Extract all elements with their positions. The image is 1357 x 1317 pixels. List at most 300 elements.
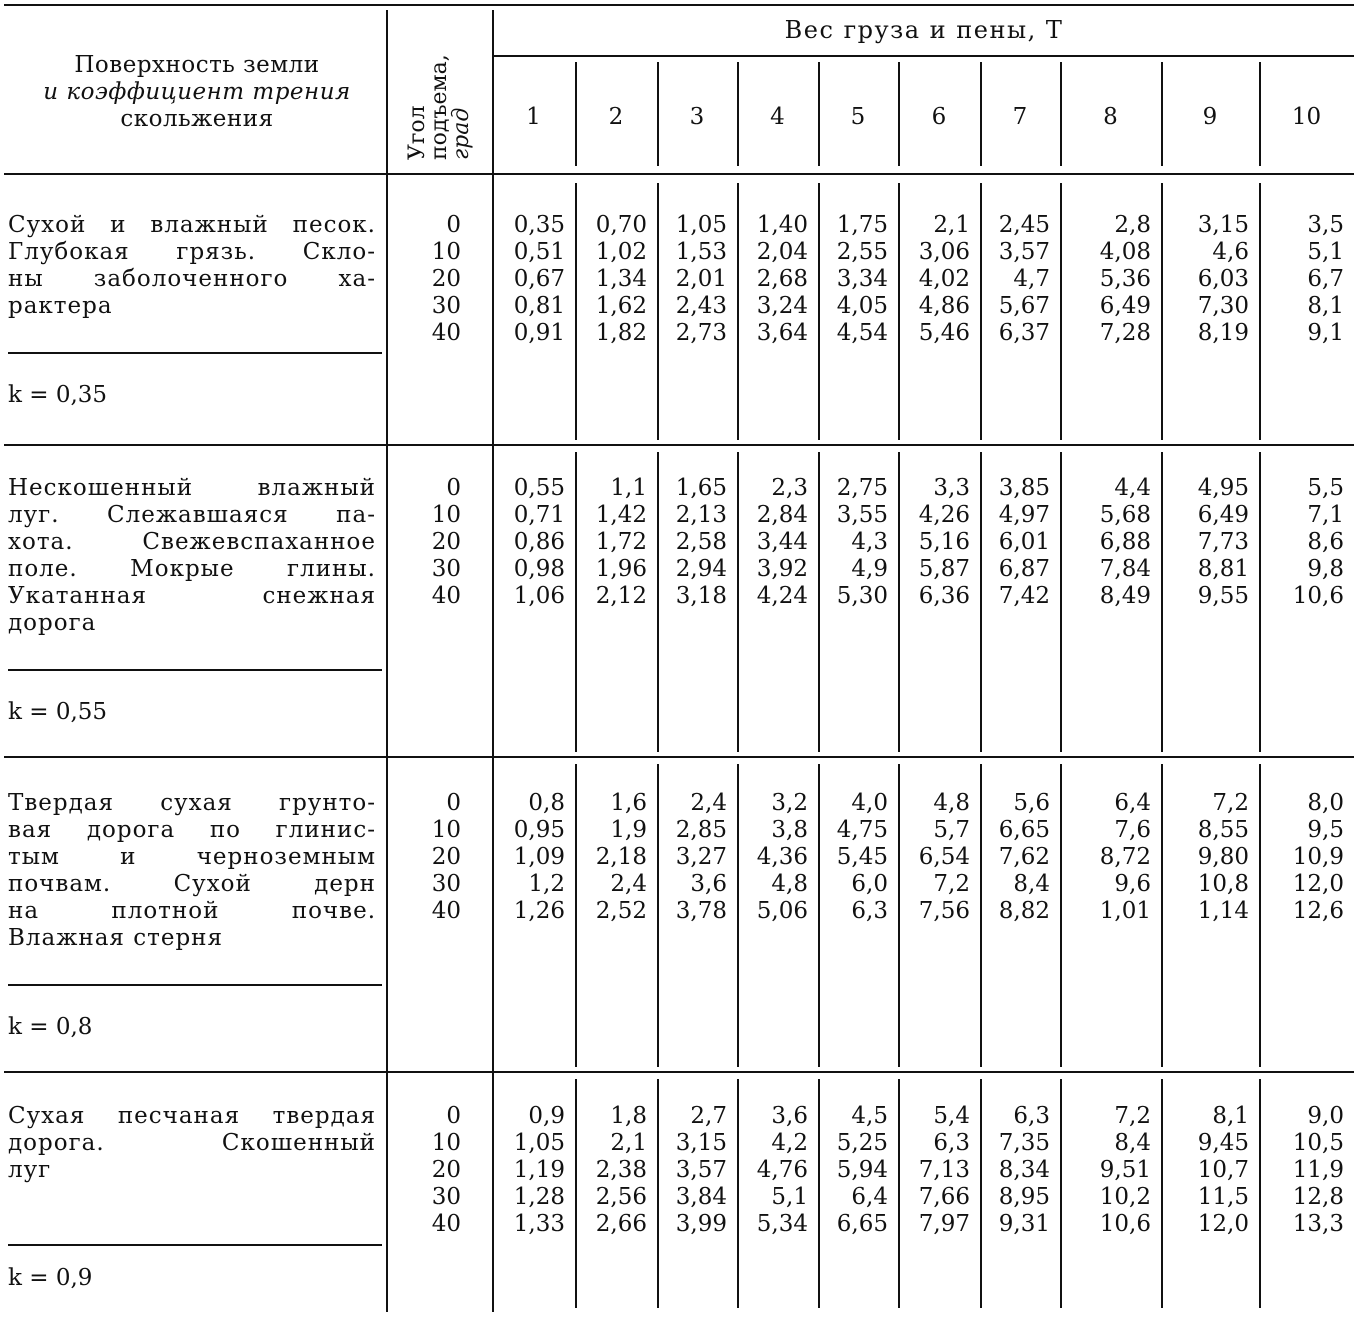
angle-value: 0 [446,1103,461,1129]
surface-description-line: Глубокая грязь. Скло- [8,239,376,265]
weight-value: 10,5 [1292,1130,1344,1156]
weight-column-number: 3 [689,104,705,130]
surface-description-line: рактера [8,293,113,319]
weight-value: 6,4 [1114,790,1151,816]
weight-value: 10,7 [1197,1157,1249,1183]
angle-value: 20 [431,266,461,292]
weight-value: 0,71 [513,502,565,528]
weight-value: 6,4 [851,1184,888,1210]
k-rule [8,984,382,986]
weight-value-column [1165,1103,1249,1238]
weight-value: 0,9 [528,1103,565,1129]
weight-col-header-rule [1259,62,1261,166]
surface-description [8,790,376,952]
weight-value: 5,5 [1307,475,1344,501]
weight-col-rule [980,183,982,440]
weight-col-header-rule [818,62,820,166]
weight-value: 8,81 [1197,556,1249,582]
weight-value: 2,4 [690,790,727,816]
weight-value: 1,42 [595,502,647,528]
weight-value: 6,36 [918,583,970,609]
weight-col-header-rule [657,62,659,166]
weight-value-column [661,475,727,610]
weight-value: 4,97 [998,502,1050,528]
weight-col-rule [818,452,820,752]
weight-value: 3,5 [1307,212,1344,238]
weight-value: 12,6 [1292,898,1344,924]
weight-value: 9,80 [1197,844,1249,870]
weight-value: 4,9 [851,556,888,582]
weight-col-rule [737,452,739,752]
weight-value: 10,9 [1292,844,1344,870]
weight-value: 11,5 [1197,1184,1249,1210]
surface-header-line: скольжения [120,106,274,132]
weight-value: 9,5 [1307,817,1344,843]
weight-col-rule [1161,1079,1163,1308]
weight-value-column [1263,1103,1344,1238]
weight-value: 13,3 [1292,1211,1344,1237]
weight-value: 4,8 [933,790,970,816]
weight-value: 3,6 [771,1103,808,1129]
weight-value: 4,6 [1212,239,1249,265]
weight-value: 10,6 [1099,1211,1151,1237]
weight-col-rule [898,1079,900,1308]
friction-coefficient: k = 0,35 [8,382,108,408]
weight-value: 3,57 [998,239,1050,265]
angle-value: 40 [431,1211,461,1237]
weight-col-rule [898,764,900,1067]
weight-value: 7,2 [933,871,970,897]
weight-column-number: 9 [1202,104,1218,130]
weight-value: 11,9 [1292,1157,1344,1183]
weight-value: 7,2 [1212,790,1249,816]
weight-value: 1,33 [513,1211,565,1237]
group-rule [4,756,1354,758]
weight-col-rule [818,764,820,1067]
weight-value: 4,08 [1099,239,1151,265]
weight-value: 1,96 [595,556,647,582]
weight-col-rule [1060,1079,1062,1308]
surface-description-line: Твердая сухая грунто- [8,790,376,816]
weight-col-rule [575,452,577,752]
weight-value: 1,1 [610,475,647,501]
weight-value: 0,95 [513,817,565,843]
group-rule [4,444,1354,446]
weight-value: 3,2 [771,790,808,816]
weight-value-column [579,1103,647,1238]
weight-value-column [822,790,888,925]
weight-value: 0,35 [513,212,565,238]
weight-value: 8,4 [1013,871,1050,897]
weight-value: 4,36 [756,844,808,870]
weight-value: 6,7 [1307,266,1344,292]
weight-col-rule [737,764,739,1067]
weight-value: 3,27 [675,844,727,870]
weight-value: 1,02 [595,239,647,265]
weight-value: 5,1 [1307,239,1344,265]
angle-value: 0 [446,790,461,816]
angle-values [405,1103,461,1238]
weight-value: 3,57 [675,1157,727,1183]
weight-col-header-rule [980,62,982,166]
weight-col-rule [980,764,982,1067]
weight-value: 3,3 [933,475,970,501]
weight-value: 3,44 [756,529,808,555]
angle-value: 0 [446,475,461,501]
weight-value: 4,05 [836,293,888,319]
weight-value: 1,09 [513,844,565,870]
angle-col-left-rule [386,10,388,1312]
weight-value: 3,55 [836,502,888,528]
weight-col-rule [1060,764,1062,1067]
weight-value: 7,6 [1114,817,1151,843]
weight-value: 2,43 [675,293,727,319]
weight-value: 4,0 [851,790,888,816]
angle-values [405,212,461,347]
angle-value: 20 [431,529,461,555]
weight-value: 1,19 [513,1157,565,1183]
weight-value: 5,45 [836,844,888,870]
weight-value: 3,85 [998,475,1050,501]
weight-value: 2,55 [836,239,888,265]
weight-value: 9,55 [1197,583,1249,609]
weight-value: 6,65 [836,1211,888,1237]
weight-value: 7,66 [918,1184,970,1210]
weight-value: 8,1 [1307,293,1344,319]
weight-value-column [1165,212,1249,347]
weight-value: 7,84 [1099,556,1151,582]
weight-value: 1,05 [675,212,727,238]
angle-value: 10 [431,1130,461,1156]
weight-value-column [496,212,565,347]
weight-value: 6,3 [933,1130,970,1156]
weight-value: 2,52 [595,898,647,924]
weight-value: 2,3 [771,475,808,501]
weight-value: 6,87 [998,556,1050,582]
weight-col-rule [575,1079,577,1308]
angle-value: 0 [446,212,461,238]
weight-value: 1,9 [610,817,647,843]
weight-value: 5,67 [998,293,1050,319]
weight-value: 2,84 [756,502,808,528]
weight-value: 1,26 [513,898,565,924]
weight-value: 6,49 [1197,502,1249,528]
weight-value: 4,5 [851,1103,888,1129]
weight-value: 0,86 [513,529,565,555]
weight-value-column [1263,475,1344,610]
weight-value: 6,49 [1099,293,1151,319]
weight-value: 3,64 [756,320,808,346]
weight-value: 8,0 [1307,790,1344,816]
weight-value: 2,56 [595,1184,647,1210]
angle-values [405,475,461,610]
weight-value-column [822,1103,888,1238]
weight-col-rule [1259,452,1261,752]
weight-value: 7,42 [998,583,1050,609]
weight-value-column [1165,790,1249,925]
weight-value-column [1064,475,1151,610]
weight-value-column [661,212,727,347]
weight-value: 3,24 [756,293,808,319]
weight-value: 8,1 [1212,1103,1249,1129]
weight-value: 1,75 [836,212,888,238]
weight-value: 5,7 [933,817,970,843]
weight-col-rule [657,1079,659,1308]
weight-col-rule [1060,452,1062,752]
surface-description-line: луг. Слежавшаяся па- [8,502,376,528]
k-rule [8,352,382,354]
weight-header: Вес груза и пены, Т [784,16,1064,44]
weight-value: 2,7 [690,1103,727,1129]
surface-description [8,1103,376,1184]
weight-col-rule [657,452,659,752]
weight-value: 5,94 [836,1157,888,1183]
weight-value: 2,94 [675,556,727,582]
weight-value-column [902,212,970,347]
weight-col-rule [1161,764,1163,1067]
weight-column-number: 10 [1291,104,1322,130]
weight-value: 4,54 [836,320,888,346]
weight-col-header-rule [737,62,739,166]
weight-value: 1,62 [595,293,647,319]
weight-value-column [902,790,970,925]
weight-column-number: 1 [526,104,541,130]
weight-value: 9,45 [1197,1130,1249,1156]
weight-value: 1,28 [513,1184,565,1210]
weight-value: 2,45 [998,212,1050,238]
weight-col-header-rule [898,62,900,166]
friction-coefficient: k = 0,8 [8,1014,93,1040]
weight-value-column [579,475,647,610]
weight-col-rule [1259,764,1261,1067]
surface-description [8,212,376,320]
weight-value: 7,73 [1197,529,1249,555]
surface-header [14,52,380,133]
weight-value-column [661,790,727,925]
weight-value: 3,06 [918,239,970,265]
weight-value: 1,2 [528,871,565,897]
weight-value: 6,37 [998,320,1050,346]
weight-col-rule [657,183,659,440]
weight-value: 3,84 [675,1184,727,1210]
weight-value: 7,2 [1114,1103,1151,1129]
weight-value: 2,68 [756,266,808,292]
surface-description-line: Сухой и влажный песок. [8,212,376,238]
weight-value: 2,1 [933,212,970,238]
surface-description-line: вая дорога по глинис- [8,817,376,843]
weight-value: 3,34 [836,266,888,292]
weight-value-column [496,1103,565,1238]
angle-header-line: град [449,107,474,160]
weight-col-header-rule [575,62,577,166]
weight-value: 5,46 [918,320,970,346]
weight-value: 7,56 [918,898,970,924]
weight-value: 4,8 [771,871,808,897]
weight-value-column [1064,1103,1151,1238]
weight-value-column [741,475,808,610]
angle-header-line: Угол [405,105,430,160]
weight-col-rule [737,183,739,440]
weight-col-rule [818,1079,820,1308]
weight-value: 8,4 [1114,1130,1151,1156]
weight-value-column [1064,790,1151,925]
weight-col-rule [1259,1079,1261,1308]
weight-value: 7,1 [1307,502,1344,528]
weight-column-number: 8 [1103,104,1118,130]
weight-value: 7,62 [998,844,1050,870]
weight-value: 8,95 [998,1184,1050,1210]
weight-value: 8,6 [1307,529,1344,555]
weight-value: 5,87 [918,556,970,582]
weight-value-column [741,212,808,347]
weight-value: 5,1 [771,1184,808,1210]
weight-value: 5,68 [1099,502,1151,528]
angle-value: 20 [431,844,461,870]
weight-value-column [984,475,1050,610]
weight-value: 9,1 [1307,320,1344,346]
weight-value: 2,1 [610,1130,647,1156]
weight-value: 4,76 [756,1157,808,1183]
surface-description-line: Укатанная снежная [8,583,376,609]
weight-col-rule [737,1079,739,1308]
surface-header-line: и коэффициент трения [43,79,351,105]
weight-value: 0,8 [528,790,565,816]
weight-value: 9,6 [1114,871,1151,897]
weight-value: 5,4 [933,1103,970,1129]
weight-value: 2,13 [675,502,727,528]
angle-value: 40 [431,898,461,924]
weight-value: 0,81 [513,293,565,319]
group-rule [4,1071,1354,1073]
surface-description-line: Нескошенный влажный [8,475,376,501]
weight-value: 2,18 [595,844,647,870]
angle-value: 40 [431,320,461,346]
weight-value: 12,0 [1292,871,1344,897]
weight-value: 8,34 [998,1157,1050,1183]
weight-value: 6,3 [1013,1103,1050,1129]
weight-header-rule [494,55,1354,57]
weight-col-rule [898,452,900,752]
friction-coefficient: k = 0,9 [8,1265,93,1291]
weight-col-rule [575,764,577,1067]
weight-value: 9,31 [998,1211,1050,1237]
weight-value: 4,3 [851,529,888,555]
weight-value: 0,98 [513,556,565,582]
weight-value: 8,82 [998,898,1050,924]
angle-header-line: подъема, [427,54,452,160]
weight-value: 1,05 [513,1130,565,1156]
weight-value: 7,97 [918,1211,970,1237]
weight-value-column [1263,212,1344,347]
weight-value: 4,02 [918,266,970,292]
angle-value: 30 [431,1184,461,1210]
weight-value-column [496,475,565,610]
weight-value: 2,73 [675,320,727,346]
weight-value: 6,65 [998,817,1050,843]
k-rule [8,669,382,671]
angle-value: 10 [431,502,461,528]
weight-col-rule [1259,183,1261,440]
weight-value: 3,15 [675,1130,727,1156]
weight-col-rule [818,183,820,440]
weight-value: 0,91 [513,320,565,346]
weight-value: 8,72 [1099,844,1151,870]
weight-value: 9,0 [1307,1103,1344,1129]
weight-value: 5,36 [1099,266,1151,292]
weight-value: 1,14 [1197,898,1249,924]
weight-value-column [1165,475,1249,610]
surface-description-line: поле. Мокрые глины. [8,556,376,582]
weight-value-column [496,790,565,925]
weight-value: 9,51 [1099,1157,1151,1183]
angle-value: 30 [431,293,461,319]
weight-value-column [984,790,1050,925]
surface-description-line: почвам. Сухой дерн [8,871,376,897]
surface-description-line: Сухая песчаная твердая [8,1103,376,1129]
weight-value: 6,54 [918,844,970,870]
weight-column-number: 2 [608,104,624,130]
weight-value-column [579,790,647,925]
weight-value: 7,35 [998,1130,1050,1156]
weight-column-number: 6 [931,104,947,130]
weight-col-rule [1161,452,1163,752]
weight-value-column [902,1103,970,1238]
weight-column-number: 7 [1012,104,1028,130]
angle-value: 30 [431,871,461,897]
weight-value-column [902,475,970,610]
weight-value-column [579,212,647,347]
weight-value: 3,6 [690,871,727,897]
weight-value: 4,95 [1197,475,1249,501]
weight-value: 0,67 [513,266,565,292]
weight-value: 2,85 [675,817,727,843]
weight-value: 4,7 [1013,266,1050,292]
weight-value: 7,13 [918,1157,970,1183]
surface-description-line: тым и черноземным [8,844,376,870]
weight-value: 2,12 [595,583,647,609]
weight-value-column [984,1103,1050,1238]
weight-value: 8,19 [1197,320,1249,346]
surface-description-line: дорога [8,610,97,636]
weight-value: 3,15 [1197,212,1249,238]
weight-column-number: 5 [850,104,866,130]
surface-description-line: дорога. Скошенный [8,1130,376,1156]
weight-col-rule [980,452,982,752]
weight-value: 3,78 [675,898,727,924]
weight-col-header-rule [1161,62,1163,166]
weight-value: 5,6 [1013,790,1050,816]
weight-value: 2,04 [756,239,808,265]
weight-value: 10,8 [1197,871,1249,897]
weight-value: 5,30 [836,583,888,609]
weight-value: 1,53 [675,239,727,265]
weight-value: 1,01 [1099,898,1151,924]
surface-description-line: Влажная стерня [8,925,224,951]
weight-value-column [822,475,888,610]
friction-coefficient: k = 0,55 [8,699,108,725]
weight-value: 2,66 [595,1211,647,1237]
weight-value-column [661,1103,727,1238]
weight-value: 2,58 [675,529,727,555]
weight-value-column [822,212,888,347]
weight-value: 8,49 [1099,583,1151,609]
weight-value: 1,65 [675,475,727,501]
angle-col-right-rule [492,10,494,1312]
weight-value: 6,01 [998,529,1050,555]
surface-description-line: на плотной почве. [8,898,376,924]
weight-col-rule [898,183,900,440]
surface-description [8,475,376,637]
